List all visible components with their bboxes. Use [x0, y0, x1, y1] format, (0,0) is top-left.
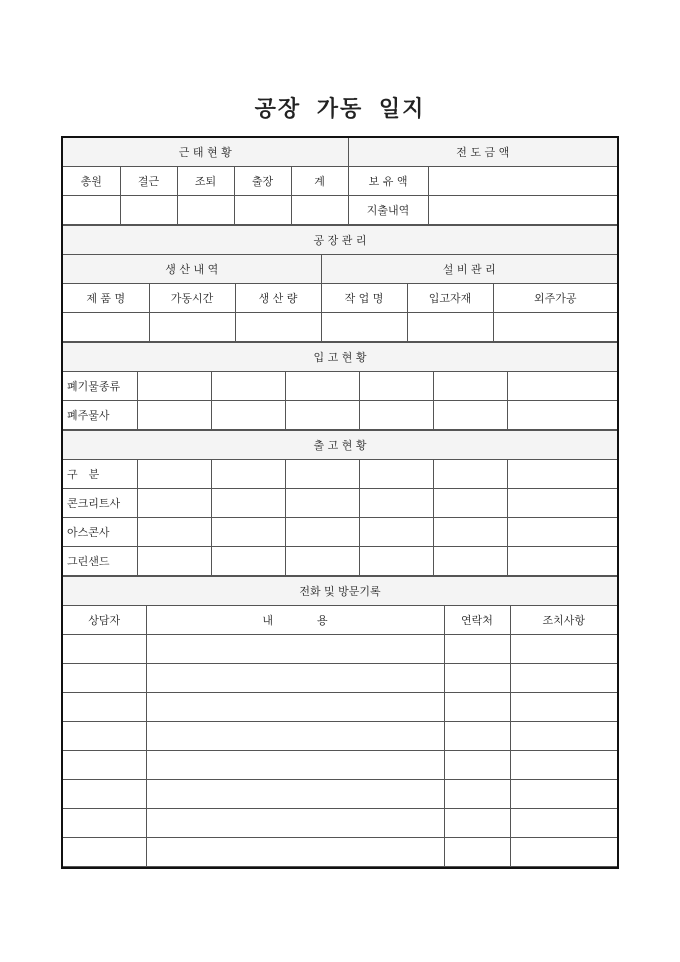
- page-title: 공장 가동 일지: [254, 97, 426, 122]
- outgoing-cell[interactable]: [433, 547, 507, 576]
- calls-cell[interactable]: [146, 664, 444, 693]
- outgoing-cell[interactable]: [507, 489, 617, 518]
- incoming-cell[interactable]: [285, 372, 359, 401]
- calls-cell[interactable]: [63, 751, 146, 780]
- calls-cell[interactable]: [63, 780, 146, 809]
- calls-row: [63, 635, 617, 664]
- holding-label: 보 유 액: [348, 167, 428, 196]
- incoming-cell[interactable]: [211, 372, 285, 401]
- equipment-header: 설 비 관 리: [321, 255, 617, 284]
- factory-table: [63, 225, 617, 342]
- outgoing-cell[interactable]: [137, 547, 211, 576]
- incoming-row-label: 폐주물사: [63, 401, 137, 430]
- outgoing-cell[interactable]: [285, 460, 359, 489]
- outgoing-cell[interactable]: [137, 489, 211, 518]
- calls-cell[interactable]: [146, 838, 444, 867]
- calls-row: [63, 722, 617, 751]
- calls-col: 내 용: [146, 606, 444, 635]
- factory-cell[interactable]: [235, 313, 321, 342]
- attendance-header: 근 태 현 황: [63, 138, 348, 167]
- calls-cell[interactable]: [146, 635, 444, 664]
- attendance-col: 총원: [63, 167, 120, 196]
- calls-cell[interactable]: [146, 722, 444, 751]
- calls-cell[interactable]: [510, 722, 617, 751]
- transfer-header: 전 도 금 액: [348, 138, 617, 167]
- incoming-cell[interactable]: [433, 401, 507, 430]
- outgoing-cell[interactable]: [507, 460, 617, 489]
- calls-table: [63, 576, 617, 867]
- calls-cell[interactable]: [63, 635, 146, 664]
- calls-cell[interactable]: [146, 751, 444, 780]
- factory-col: 작 업 명: [321, 284, 407, 313]
- calls-cell[interactable]: [63, 809, 146, 838]
- outgoing-cell[interactable]: [359, 518, 433, 547]
- outgoing-cell[interactable]: [433, 489, 507, 518]
- outgoing-cell[interactable]: [137, 460, 211, 489]
- factory-col: 가동시간: [149, 284, 235, 313]
- incoming-cell[interactable]: [359, 401, 433, 430]
- incoming-cell[interactable]: [507, 401, 617, 430]
- outgoing-cell[interactable]: [507, 547, 617, 576]
- calls-cell[interactable]: [146, 809, 444, 838]
- incoming-cell[interactable]: [211, 401, 285, 430]
- outgoing-row-label: 콘크리트사: [63, 489, 137, 518]
- calls-cell[interactable]: [510, 664, 617, 693]
- outgoing-row-label: 그린샌드: [63, 547, 137, 576]
- outgoing-cell[interactable]: [285, 489, 359, 518]
- outgoing-row-label: 구 분: [63, 460, 137, 489]
- outgoing-cell[interactable]: [359, 489, 433, 518]
- attendance-cell[interactable]: [177, 196, 234, 225]
- calls-cell[interactable]: [444, 780, 510, 809]
- calls-cell[interactable]: [63, 838, 146, 867]
- calls-cell[interactable]: [63, 693, 146, 722]
- calls-header: 전화 및 방문기록: [63, 577, 617, 606]
- outgoing-cell[interactable]: [359, 547, 433, 576]
- incoming-cell[interactable]: [433, 372, 507, 401]
- incoming-cell[interactable]: [137, 372, 211, 401]
- calls-cell[interactable]: [63, 722, 146, 751]
- factory-cell[interactable]: [63, 313, 149, 342]
- calls-col: 상담자: [63, 606, 146, 635]
- factory-col: 제 품 명: [63, 284, 149, 313]
- calls-cell[interactable]: [510, 635, 617, 664]
- calls-cell[interactable]: [444, 635, 510, 664]
- calls-cell[interactable]: [444, 809, 510, 838]
- incoming-table: [63, 342, 617, 430]
- operation-log-form: [61, 136, 619, 869]
- calls-row: [63, 838, 617, 867]
- attendance-col: 계: [291, 167, 348, 196]
- calls-col: 연락처: [444, 606, 510, 635]
- incoming-cell[interactable]: [137, 401, 211, 430]
- outgoing-cell[interactable]: [137, 518, 211, 547]
- calls-cell[interactable]: [146, 693, 444, 722]
- outgoing-cell[interactable]: [285, 547, 359, 576]
- factory-cell[interactable]: [149, 313, 235, 342]
- incoming-row-label: 폐기물종류: [63, 372, 137, 401]
- outgoing-cell[interactable]: [433, 518, 507, 547]
- outgoing-cell[interactable]: [285, 518, 359, 547]
- factory-cell[interactable]: [321, 313, 407, 342]
- holding-value[interactable]: [428, 167, 617, 196]
- calls-cell[interactable]: [510, 809, 617, 838]
- incoming-cell[interactable]: [507, 372, 617, 401]
- expense-value[interactable]: [428, 196, 617, 225]
- attendance-cell[interactable]: [120, 196, 177, 225]
- calls-cell[interactable]: [510, 838, 617, 867]
- outgoing-cell[interactable]: [211, 547, 285, 576]
- calls-row: [63, 780, 617, 809]
- outgoing-row-label: 아스콘사: [63, 518, 137, 547]
- calls-cell[interactable]: [444, 838, 510, 867]
- outgoing-header: 출 고 현 황: [63, 431, 617, 460]
- factory-header: 공 장 관 리: [63, 226, 617, 255]
- expense-label: 지출내역: [348, 196, 428, 225]
- calls-cell[interactable]: [444, 693, 510, 722]
- calls-row: [63, 664, 617, 693]
- calls-col: 조치사항: [510, 606, 617, 635]
- attendance-col: 출장: [234, 167, 291, 196]
- calls-cell[interactable]: [63, 664, 146, 693]
- attendance-col: 결근: [120, 167, 177, 196]
- outgoing-cell[interactable]: [433, 460, 507, 489]
- factory-cell[interactable]: [407, 313, 493, 342]
- outgoing-cell[interactable]: [211, 489, 285, 518]
- factory-col: 외주가공: [493, 284, 617, 313]
- calls-row: [63, 693, 617, 722]
- incoming-header: 입 고 현 황: [63, 343, 617, 372]
- calls-row: [63, 751, 617, 780]
- calls-cell[interactable]: [146, 780, 444, 809]
- calls-cell[interactable]: [510, 693, 617, 722]
- incoming-cell[interactable]: [359, 372, 433, 401]
- attendance-cell[interactable]: [291, 196, 348, 225]
- calls-cell[interactable]: [510, 751, 617, 780]
- factory-col: 입고자재: [407, 284, 493, 313]
- factory-col: 생 산 량: [235, 284, 321, 313]
- calls-cell[interactable]: [444, 664, 510, 693]
- attendance-cell[interactable]: [63, 196, 120, 225]
- attendance-cell[interactable]: [234, 196, 291, 225]
- production-header: 생 산 내 역: [63, 255, 321, 284]
- outgoing-cell[interactable]: [507, 518, 617, 547]
- attendance-table: [63, 138, 617, 225]
- calls-cell[interactable]: [444, 722, 510, 751]
- calls-row: [63, 809, 617, 838]
- attendance-col: 조퇴: [177, 167, 234, 196]
- calls-cell[interactable]: [444, 751, 510, 780]
- incoming-cell[interactable]: [285, 401, 359, 430]
- outgoing-cell[interactable]: [359, 460, 433, 489]
- outgoing-cell[interactable]: [211, 518, 285, 547]
- outgoing-cell[interactable]: [211, 460, 285, 489]
- calls-cell[interactable]: [510, 780, 617, 809]
- outgoing-table: [63, 430, 617, 576]
- factory-cell[interactable]: [493, 313, 617, 342]
